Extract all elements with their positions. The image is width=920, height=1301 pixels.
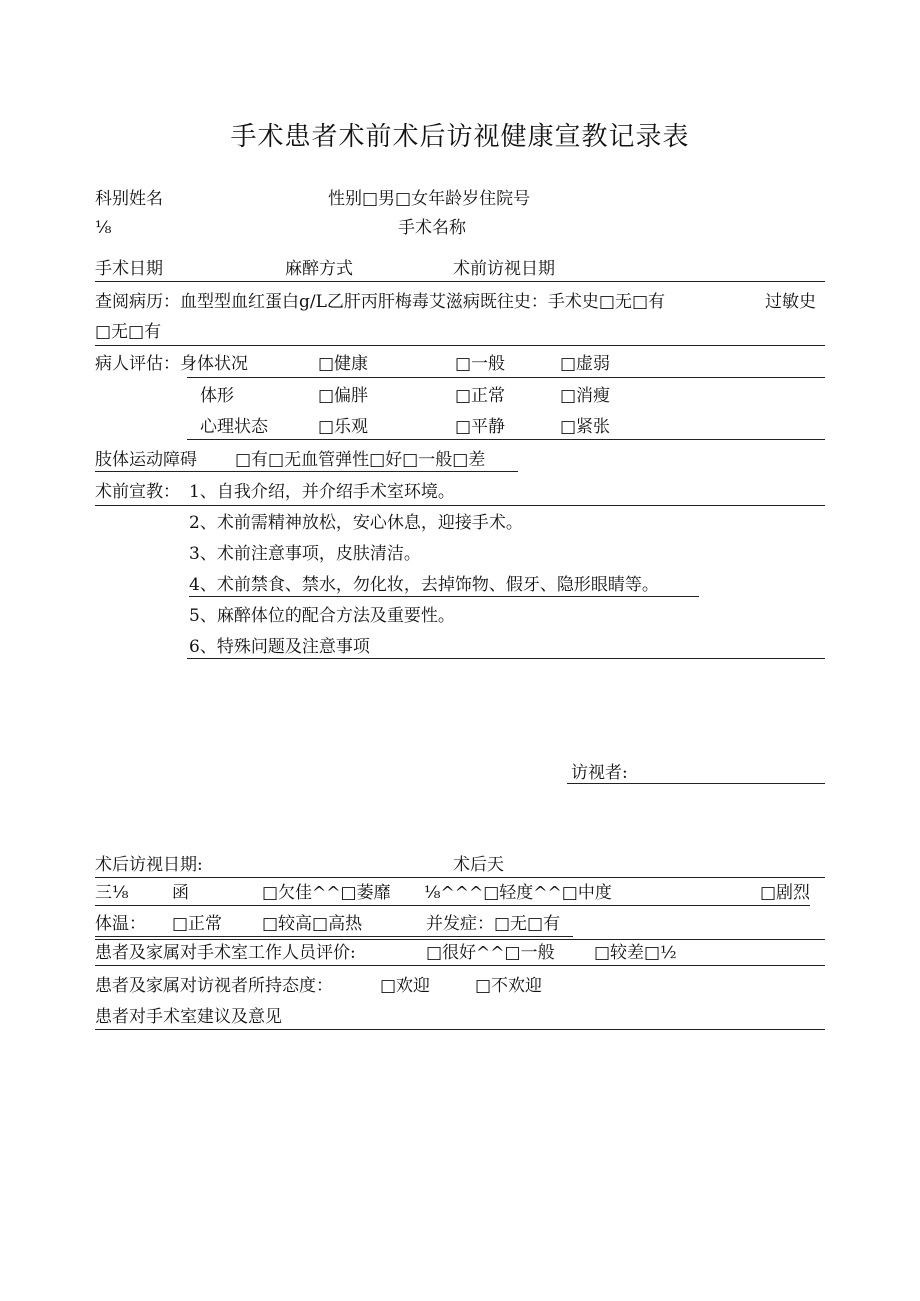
eval-option: □偏胖 [318, 386, 369, 406]
staff-evaluation-label: 患者及家属对手术室工作人员评价: [95, 943, 356, 963]
visitor-signature-label: 访视者: [571, 763, 628, 783]
surgery-date-label: 手术日期 [95, 259, 163, 279]
preop-education-label: 术前宣教： [95, 482, 180, 502]
divider [95, 345, 825, 346]
allergy-history-label: 过敏史 [765, 292, 816, 312]
education-item: 4、术前禁食、禁水，勿化妆，去掉饰物、假牙、隐形眼睛等。 [189, 575, 699, 597]
staff-evaluation-option: □较差□½ [594, 943, 677, 963]
eval-option: □健康 [318, 354, 369, 374]
medical-history-line: 查阅病历：血型型血红蛋白g/L乙肝丙肝梅毒艾滋病既往史：手术史□无□有 [95, 292, 666, 312]
education-item: 2、术前需精神放松，安心休息，迎接手术。 [189, 513, 523, 533]
divider [95, 877, 825, 878]
eval-option: □一般 [455, 354, 506, 374]
limb-movement-options: □有□无血管弹性□好□一般□差 [235, 450, 486, 470]
preop-visit-date-label: 术前访视日期 [453, 259, 555, 279]
eval-option: □正常 [455, 386, 506, 406]
complication-label: 并发症：□无□有 [426, 914, 561, 934]
temperature-option-normal: □正常 [172, 914, 223, 934]
dept-name-label: 科别姓名 [95, 189, 163, 209]
education-item: 5、麻醉体位的配合方法及重要性。 [189, 606, 455, 626]
postop-visit-date-label: 术后访视日期: [95, 855, 203, 875]
divider [95, 965, 825, 966]
eval-option: □紧张 [560, 417, 611, 437]
pain-col-3: □欠佳^^□萎靡 [262, 883, 391, 903]
divider [95, 1029, 825, 1030]
eval-option: □乐观 [318, 417, 369, 437]
anesthesia-method-label: 麻醉方式 [285, 259, 353, 279]
pain-col-1: 三⅛ [95, 883, 129, 903]
allergy-options: □无□有 [95, 322, 162, 342]
pain-col-2: 函 [172, 883, 189, 903]
body-shape-label: 体形 [200, 386, 234, 406]
education-item: 6、特殊问题及注意事项 [189, 637, 370, 657]
postop-days-label: 术后天 [453, 855, 504, 875]
divider [95, 936, 573, 937]
pain-col-4: ⅛^^^□轻度^^□中度 [424, 883, 612, 903]
limb-movement-row [95, 450, 518, 472]
eval-option: □消瘦 [560, 386, 611, 406]
divider [187, 658, 825, 659]
divider [187, 439, 825, 440]
staff-evaluation-option: □很好^^□一般 [426, 943, 555, 963]
divider [95, 505, 825, 506]
fraction-mark: ⅛ [95, 218, 112, 238]
surgery-name-label: 手术名称 [398, 218, 466, 238]
mental-state-label: 心理状态 [200, 417, 268, 437]
attitude-option-welcome: □欢迎 [380, 976, 431, 996]
patient-eval-label: 病人评估：身体状况 [95, 354, 248, 374]
visitor-attitude-label: 患者及家属对访视者所持态度： [95, 976, 333, 996]
education-item: 1、自我介绍，并介绍手术室环境。 [189, 482, 455, 502]
pain-col-5: □剧烈 [760, 883, 811, 903]
limb-movement-label: 肢体运动障碍 [95, 450, 197, 470]
divider [95, 905, 810, 906]
suggestion-label: 患者对手术室建议及意见 [95, 1007, 282, 1027]
temperature-label: 体温： [95, 914, 146, 934]
divider [95, 939, 825, 940]
signature-line [567, 783, 825, 784]
eval-option: □虚弱 [560, 354, 611, 374]
education-item: 3、术前注意事项，皮肤清洁。 [189, 544, 421, 564]
document-title: 手术患者术前术后访视健康宣教记录表 [230, 122, 690, 152]
temperature-option-high: □较高□高热 [262, 914, 363, 934]
attitude-option-unwelcome: □不欢迎 [475, 976, 543, 996]
gender-age-admission-label: 性别□男□女年龄岁住院号 [328, 189, 531, 209]
divider [187, 377, 825, 378]
divider [95, 281, 825, 282]
eval-option: □平静 [455, 417, 506, 437]
